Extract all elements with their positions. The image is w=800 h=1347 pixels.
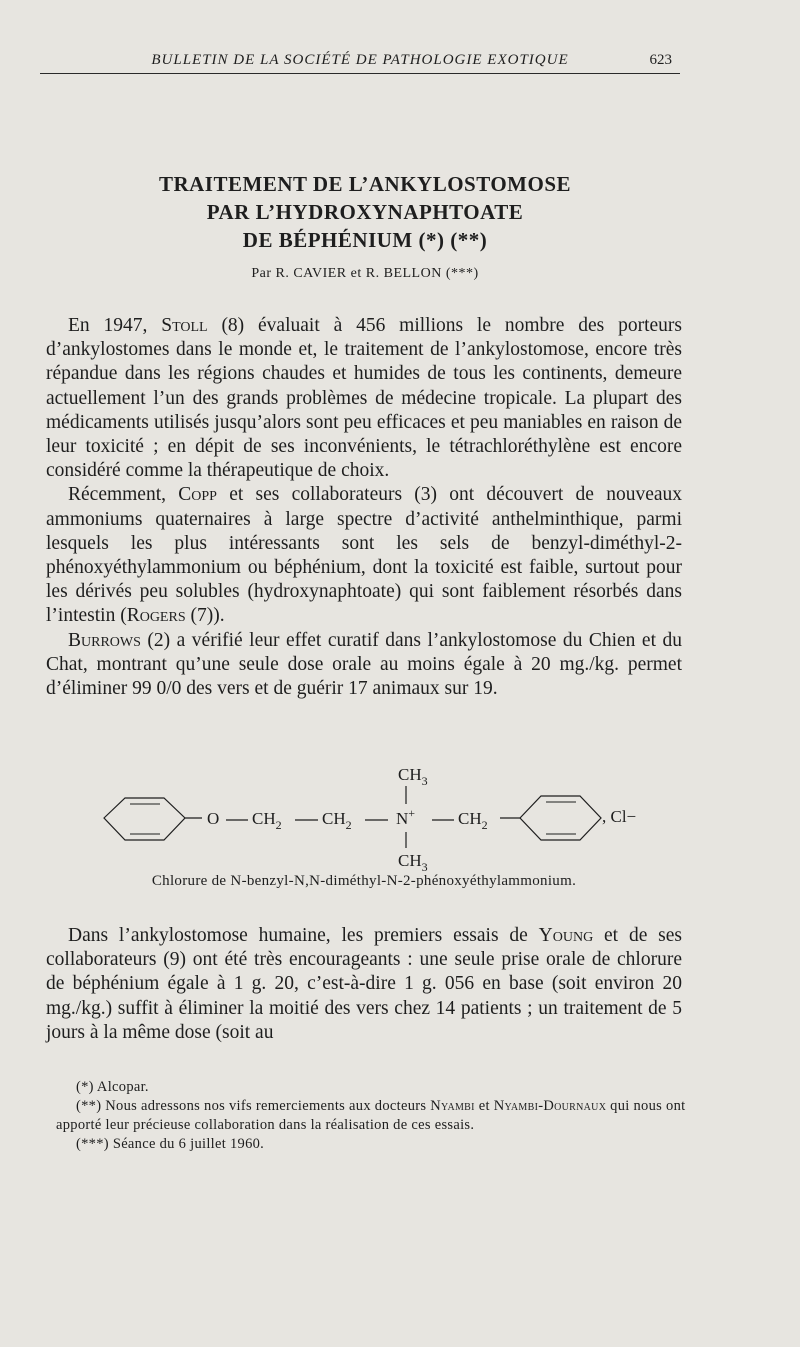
footnote: [56, 1097, 696, 1135]
text-run: (2) a vérifié leur effet curatif dans l’ankylostomose du Chien et du Chat, montrant qu’une seule dose orale au moins égale à 20 mg./kg. permet d’éliminer 99 0/0 des vers et de guérir 17 animaux sur 19.: [46, 629, 682, 700]
text-run: Récemment,: [68, 484, 167, 506]
figure-caption: Chlorure de N-benzyl-N,N-diméthyl-N-2-phénoxyéthylammonium.: [151, 873, 577, 889]
methylene-label: $CH_2$: [458, 809, 488, 832]
footnotes: [56, 1078, 696, 1154]
chloride-label: , Cl−: [602, 807, 637, 826]
title-line: TRAITEMENT DE L’ANKYLOSTOMOSE: [158, 172, 572, 196]
paragraph: [46, 629, 682, 702]
chemical-structure: [80, 760, 680, 872]
paragraph: [46, 314, 682, 483]
text-run: (8) évaluait à 456 millions le nombre des porteurs d’ankylostomes dans le monde et, le traitement de l’ankylostomose, encore très répandue dans les régions chaudes et humides de tous les continents, demeure actuellement l’un des grands problèmes de médecine tropicale. La plupart des médicaments utilisés jusqu’alors sont peu efficaces et peu maniables en raison de leur toxicité ; en dépit de ses inconvénients, le tétrachloréthylène est encore considéré comme la thérapeutique de choix.: [46, 315, 682, 482]
author-name: R. BELLON: [365, 266, 442, 281]
methylene-label: $CH_2$: [252, 809, 282, 832]
byline-conjunction: et: [350, 266, 362, 281]
methylene-label: $CH_2$: [322, 809, 352, 832]
person-name: Nyambi: [430, 1098, 475, 1114]
benzene-ring-right: [520, 796, 601, 840]
text-run: et ses collaborateurs (3) ont découvert de nouveaux ammoniums quaternaires à large spectre d’activité anthelminthique, parmi lesquels les plus intéressants sont les sels de benzyl-diméthyl-2-phénoxyéthylammonium ou béphénium, dont la toxicité est faible, surtout pour les dérivés peu solubles (hydroxynaphtoate) qui sont faiblement résorbés dans l’intestin (: [46, 484, 683, 627]
body-text-upper: [46, 314, 682, 701]
footnote: (*) Alcopar.: [76, 1079, 149, 1095]
author-citation: Burrows: [68, 629, 141, 651]
title-line: DE BÉPHÉNIUM (*) (**): [242, 228, 488, 252]
text-run: En 1947,: [68, 315, 148, 336]
text-run: (7)).: [190, 605, 225, 627]
footnote-mark: (***): [445, 266, 479, 281]
paragraph: [46, 924, 682, 1045]
journal-title: BULLETIN DE LA SOCIÉTÉ DE PATHOLOGIE EXOTIQUE: [151, 52, 569, 68]
byline: [40, 266, 690, 282]
methyl-label-top: $CH_3$: [398, 765, 428, 788]
text-run: (**) Nous adressons nos vifs remerciements aux docteurs: [76, 1098, 427, 1114]
author-citation: Young: [538, 925, 594, 946]
author-citation: Stoll: [161, 315, 208, 336]
author-name: R. CAVIER: [275, 266, 347, 281]
page-number: 623: [649, 52, 672, 68]
body-text-lower: [46, 924, 682, 1045]
article-title: [40, 170, 690, 254]
nitrogen-label: N+: [396, 806, 416, 828]
person-name: Nyambi-Dournaux: [493, 1098, 607, 1114]
author-citation: Copp: [178, 484, 217, 506]
paragraph: [46, 483, 682, 628]
title-line: PAR L’HYDROXYNAPHTOATE: [206, 200, 524, 224]
oxygen-label: O: [207, 809, 220, 828]
author-citation: Rogers: [126, 605, 186, 627]
footnote: (***) Séance du 6 juillet 1960.: [76, 1136, 265, 1152]
running-header: [40, 52, 680, 74]
text-run: et: [478, 1098, 490, 1114]
text-run: Dans l’ankylostomose humaine, les premiers essais de: [68, 925, 528, 946]
text-run: qui nous ont apporté leur précieuse collaboration dans la réalisation de ces essais.: [56, 1098, 686, 1133]
methyl-label-bottom: $CH_3$: [398, 851, 428, 872]
text-run: et de ses collaborateurs (9) ont été très encourageants : une seule prise orale de chlorure de béphénium égale à 1 g. 20, c’est-à-dire 1 g. 056 en base (soit environ 20 mg./kg.) suffit à éliminer la moitié des vers chez 14 patients ; un traitement de 5 jours à la même dose (soit au: [46, 925, 683, 1043]
byline-prefix: Par: [251, 266, 272, 281]
